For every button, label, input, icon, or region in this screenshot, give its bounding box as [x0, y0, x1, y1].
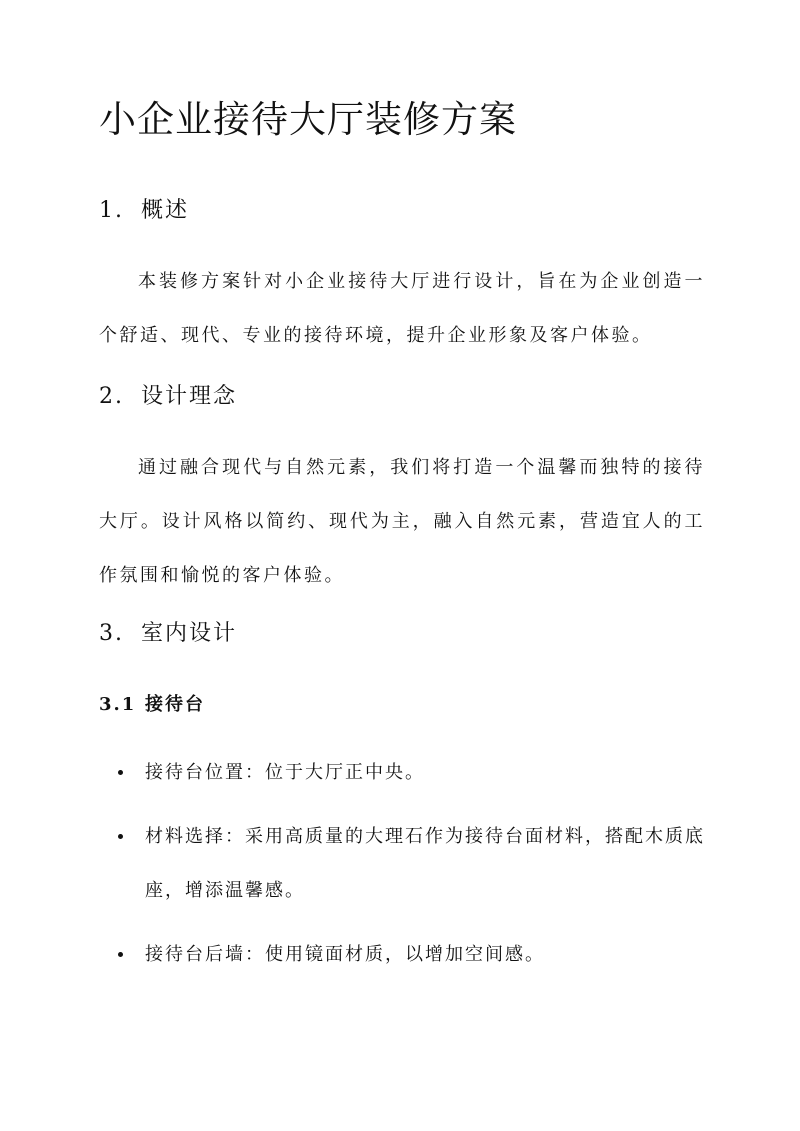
- overview-paragraph: 本装修方案针对小企业接待大厅进行设计，旨在为企业创造一个舒适、现代、专业的接待环境，提升企业形象及客户体验。: [99, 271, 705, 346]
- bullet-dot-icon: [118, 952, 123, 957]
- document-title: 小企业接待大厅装修方案: [99, 98, 517, 141]
- subsection-heading-reception-desk: [99, 692, 205, 718]
- bullet-dot-icon: [118, 834, 123, 839]
- design-concept-paragraph: 通过融合现代与自然元素，我们将打造一个温馨而独特的接待大厅。设计风格以简约、现代为主，融入自然元素，营造宜人的工作氛围和愉悦的客户体验。: [99, 457, 705, 586]
- section-number: 1.: [99, 198, 124, 223]
- list-item: [99, 928, 705, 982]
- list-item: [99, 810, 705, 918]
- section-title: 室内设计: [141, 621, 238, 646]
- reception-desk-bullet-list: [99, 746, 705, 992]
- subsection-title: 接待台: [145, 694, 205, 715]
- list-item-text: 材料选择：采用高质量的大理石作为接待台面材料，搭配木质底座，增添温馨感。: [145, 826, 705, 901]
- section-heading-design-concept: [99, 382, 237, 412]
- list-item: [99, 746, 705, 800]
- section-title: 设计理念: [141, 384, 238, 409]
- section-title: 概述: [141, 198, 190, 223]
- section-number: 3.: [99, 621, 124, 646]
- subsection-number: 3.1: [99, 694, 137, 715]
- section-heading-interior-design: [99, 619, 237, 649]
- list-item-text: 接待台位置：位于大厅正中央。: [145, 762, 425, 783]
- section-heading-overview: [99, 196, 189, 226]
- bullet-dot-icon: [118, 770, 123, 775]
- list-item-text: 接待台后墙：使用镜面材质，以增加空间感。: [145, 944, 545, 965]
- section-number: 2.: [99, 384, 124, 409]
